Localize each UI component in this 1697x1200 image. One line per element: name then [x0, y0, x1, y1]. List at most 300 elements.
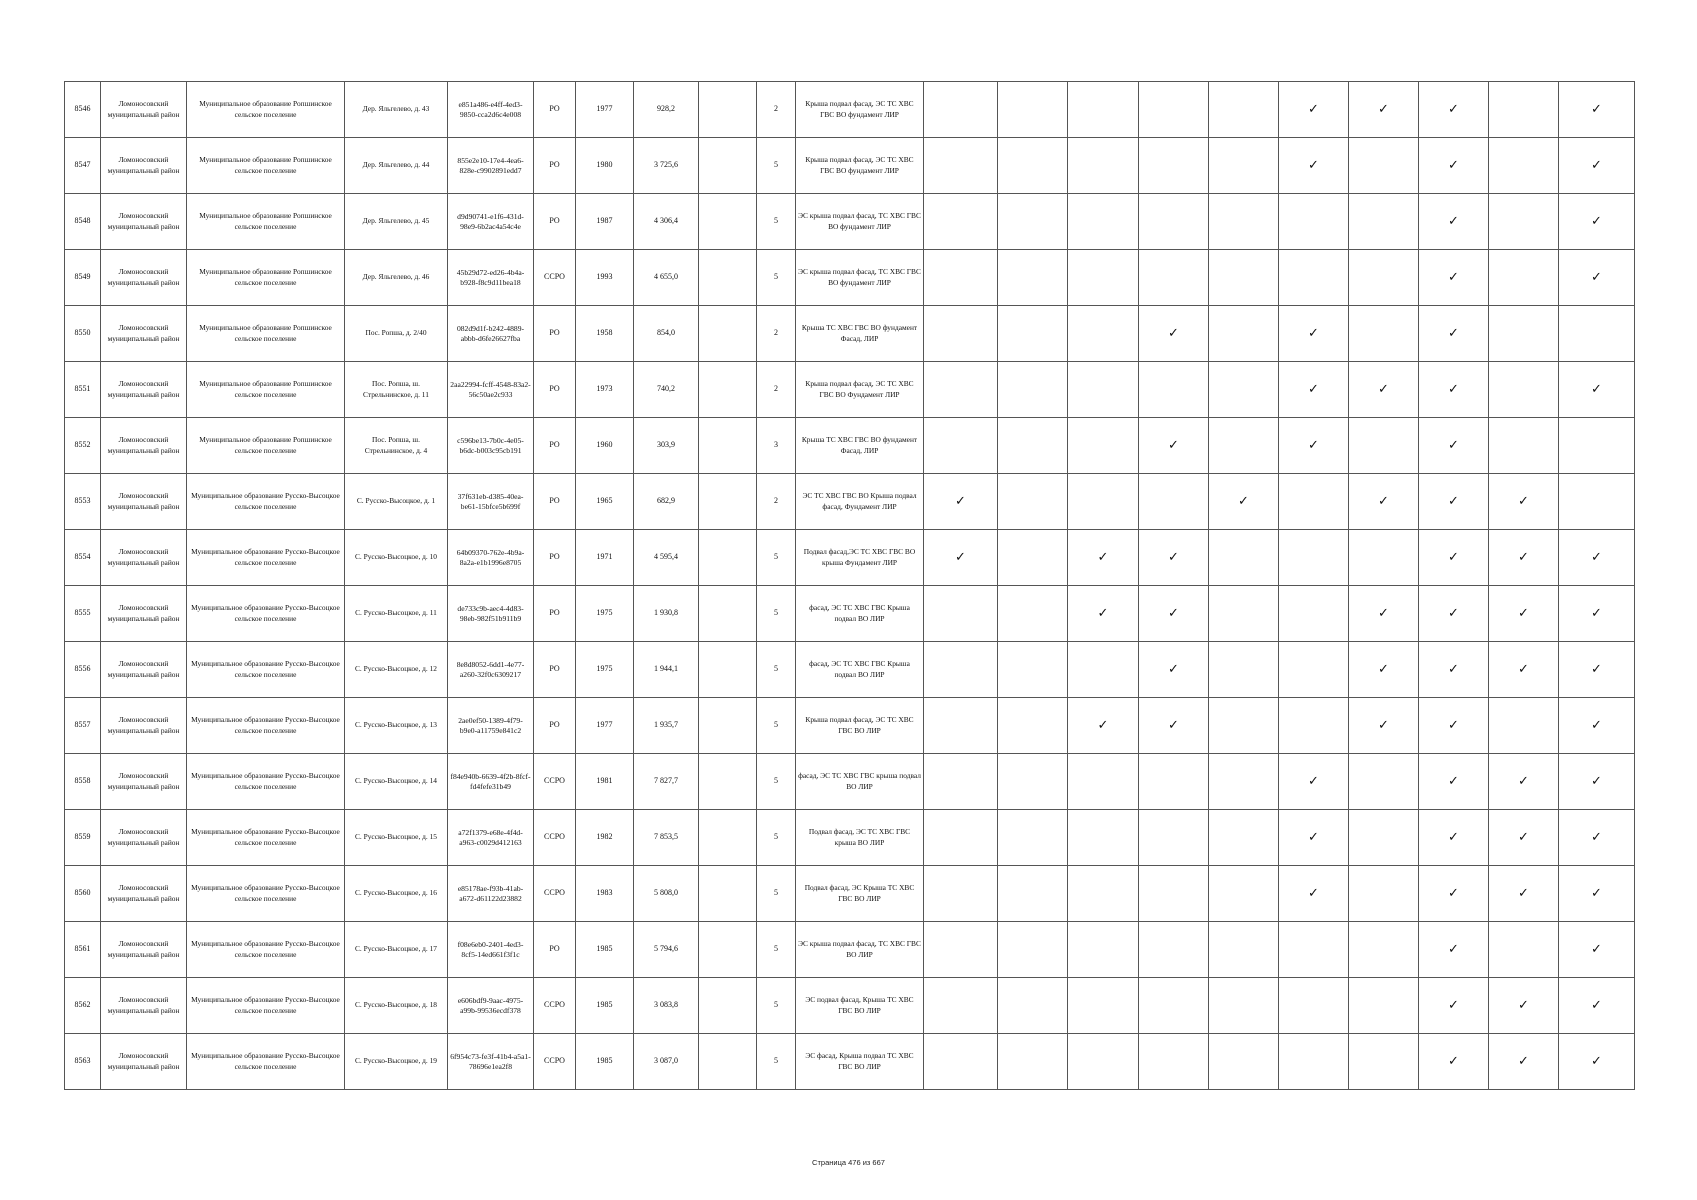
check-mark-icon: ✓: [1419, 82, 1489, 138]
municipality-cell: Муниципальное образование Русско-Высоцкое сельское поселение: [187, 642, 345, 698]
district-cell: Ломоносовский муниципальный район: [101, 866, 187, 922]
table-row: [65, 1034, 1635, 1090]
works-cell: ЭС фасад, Крыша подвал ТС ХВС ГВС ВО ЛИР: [796, 1034, 924, 1090]
address-cell: Пос. Ропша, ш. Стрельнинское, д. 4: [345, 418, 448, 474]
empty-check-cell: [1068, 642, 1139, 698]
type-cell: РО: [534, 922, 576, 978]
check-mark-icon: ✓: [1419, 586, 1489, 642]
uuid-cell: 082d9d1f-b242-4889-abbb-d6fe26627fba: [448, 306, 534, 362]
check-mark-icon: ✓: [1489, 642, 1559, 698]
area-cell: 682,9: [634, 474, 699, 530]
row-number: 8548: [65, 194, 101, 250]
empty-check-cell: [1489, 306, 1559, 362]
year-cell: 1965: [576, 474, 634, 530]
row-number: 8555: [65, 586, 101, 642]
check-mark-icon: ✓: [1559, 866, 1635, 922]
check-mark-icon: ✓: [1489, 1034, 1559, 1090]
empty-check-cell: [924, 82, 998, 138]
year-cell: 1985: [576, 978, 634, 1034]
type-cell: РО: [534, 82, 576, 138]
uuid-cell: 37f631eb-d385-40ea-be61-15bfce5b699f: [448, 474, 534, 530]
check-mark-icon: ✓: [1559, 754, 1635, 810]
empty-check-cell: [1068, 362, 1139, 418]
table-row: [65, 418, 1635, 474]
year-cell: 1975: [576, 586, 634, 642]
check-mark-icon: ✓: [1139, 530, 1209, 586]
municipality-cell: Муниципальное образование Русско-Высоцкое сельское поселение: [187, 698, 345, 754]
check-mark-icon: ✓: [1419, 530, 1489, 586]
uuid-cell: d9d90741-e1f6-431d-98e9-6b2ac4a54c4e: [448, 194, 534, 250]
table-row: [65, 530, 1635, 586]
empty-check-cell: [1209, 418, 1279, 474]
address-cell: С. Русско-Высоцкое, д. 15: [345, 810, 448, 866]
address-cell: Дер. Яльгелево, д. 45: [345, 194, 448, 250]
empty-cell: [699, 586, 757, 642]
check-mark-icon: ✓: [1489, 810, 1559, 866]
area-cell: 740,2: [634, 362, 699, 418]
year-cell: 1981: [576, 754, 634, 810]
address-cell: Дер. Яльгелево, д. 46: [345, 250, 448, 306]
empty-check-cell: [1279, 250, 1349, 306]
municipality-cell: Муниципальное образование Русско-Высоцкое сельское поселение: [187, 754, 345, 810]
empty-check-cell: [924, 810, 998, 866]
empty-cell: [699, 978, 757, 1034]
works-cell: Крыша подвал фасад, ЭС ТС ХВС ГВС ВО фундамент ЛИР: [796, 138, 924, 194]
empty-check-cell: [924, 1034, 998, 1090]
district-cell: Ломоносовский муниципальный район: [101, 250, 187, 306]
empty-check-cell: [1209, 362, 1279, 418]
address-cell: С. Русско-Высоцкое, д. 10: [345, 530, 448, 586]
year-cell: 1985: [576, 1034, 634, 1090]
empty-check-cell: [924, 978, 998, 1034]
municipality-cell: Муниципальное образование Русско-Высоцкое сельское поселение: [187, 922, 345, 978]
check-mark-icon: ✓: [1279, 362, 1349, 418]
empty-check-cell: [1349, 922, 1419, 978]
empty-check-cell: [1068, 754, 1139, 810]
check-mark-icon: ✓: [1419, 642, 1489, 698]
type-cell: РО: [534, 642, 576, 698]
table-row: [65, 194, 1635, 250]
check-mark-icon: ✓: [1419, 418, 1489, 474]
table-row: [65, 642, 1635, 698]
works-cell: Крыша ТС ХВС ГВС ВО фундамент Фасад, ЛИР: [796, 418, 924, 474]
check-mark-icon: ✓: [1559, 530, 1635, 586]
floors-cell: 2: [757, 474, 796, 530]
empty-check-cell: [998, 362, 1068, 418]
empty-check-cell: [998, 754, 1068, 810]
empty-check-cell: [1489, 250, 1559, 306]
type-cell: СCPO: [534, 978, 576, 1034]
empty-check-cell: [998, 922, 1068, 978]
check-mark-icon: ✓: [1559, 922, 1635, 978]
type-cell: РО: [534, 362, 576, 418]
empty-check-cell: [1209, 82, 1279, 138]
empty-check-cell: [1139, 138, 1209, 194]
works-cell: фасад, ЭС ТС ХВС ГВС Крыша подвал ВО ЛИР: [796, 642, 924, 698]
uuid-cell: f08e6eb0-2401-4ed3-8cf5-14ed661f3f1c: [448, 922, 534, 978]
uuid-cell: 2ae0ef50-1389-4f79-b9e0-a11759e841c2: [448, 698, 534, 754]
empty-check-cell: [1279, 530, 1349, 586]
municipality-cell: Муниципальное образование Ропшинское сельское поселение: [187, 306, 345, 362]
uuid-cell: e851a486-e4ff-4ed3-9850-cca2d6c4e008: [448, 82, 534, 138]
empty-check-cell: [1489, 362, 1559, 418]
empty-check-cell: [1489, 138, 1559, 194]
address-cell: Дер. Яльгелево, д. 43: [345, 82, 448, 138]
municipality-cell: Муниципальное образование Ропшинское сельское поселение: [187, 418, 345, 474]
empty-cell: [699, 250, 757, 306]
check-mark-icon: ✓: [924, 474, 998, 530]
empty-check-cell: [1209, 642, 1279, 698]
floors-cell: 5: [757, 978, 796, 1034]
type-cell: СCPO: [534, 250, 576, 306]
works-cell: Подвал фасад, ЭС Крыша ТС ХВС ГВС ВО ЛИР: [796, 866, 924, 922]
area-cell: 7 827,7: [634, 754, 699, 810]
row-number: 8560: [65, 866, 101, 922]
empty-check-cell: [1559, 418, 1635, 474]
empty-check-cell: [924, 642, 998, 698]
district-cell: Ломоносовский муниципальный район: [101, 642, 187, 698]
check-mark-icon: ✓: [1489, 474, 1559, 530]
works-cell: Подвал фасад, ЭС ТС ХВС ГВС крыша ВО ЛИР: [796, 810, 924, 866]
check-mark-icon: ✓: [1279, 754, 1349, 810]
table-row: [65, 82, 1635, 138]
empty-check-cell: [998, 250, 1068, 306]
check-mark-icon: ✓: [1139, 418, 1209, 474]
empty-cell: [699, 306, 757, 362]
year-cell: 1958: [576, 306, 634, 362]
municipality-cell: Муниципальное образование Ропшинское сельское поселение: [187, 362, 345, 418]
area-cell: 303,9: [634, 418, 699, 474]
row-number: 8563: [65, 1034, 101, 1090]
empty-check-cell: [1349, 754, 1419, 810]
year-cell: 1975: [576, 642, 634, 698]
floors-cell: 5: [757, 754, 796, 810]
check-mark-icon: ✓: [1419, 194, 1489, 250]
empty-check-cell: [1068, 474, 1139, 530]
empty-check-cell: [998, 306, 1068, 362]
empty-check-cell: [924, 698, 998, 754]
check-mark-icon: ✓: [1559, 810, 1635, 866]
empty-check-cell: [924, 306, 998, 362]
empty-check-cell: [1139, 1034, 1209, 1090]
empty-check-cell: [1349, 306, 1419, 362]
empty-check-cell: [1209, 866, 1279, 922]
row-number: 8549: [65, 250, 101, 306]
empty-check-cell: [1489, 922, 1559, 978]
year-cell: 1977: [576, 698, 634, 754]
address-cell: С. Русско-Высоцкое, д. 17: [345, 922, 448, 978]
table-row: [65, 362, 1635, 418]
table-row: [65, 586, 1635, 642]
empty-check-cell: [924, 922, 998, 978]
row-number: 8547: [65, 138, 101, 194]
empty-check-cell: [1139, 922, 1209, 978]
area-cell: 3 083,8: [634, 978, 699, 1034]
check-mark-icon: ✓: [1139, 306, 1209, 362]
housing-table: [64, 81, 1635, 1090]
empty-check-cell: [1209, 138, 1279, 194]
check-mark-icon: ✓: [1559, 586, 1635, 642]
empty-check-cell: [998, 138, 1068, 194]
empty-check-cell: [1349, 250, 1419, 306]
empty-check-cell: [1349, 194, 1419, 250]
empty-check-cell: [1209, 194, 1279, 250]
area-cell: 928,2: [634, 82, 699, 138]
floors-cell: 5: [757, 194, 796, 250]
row-number: 8556: [65, 642, 101, 698]
row-number: 8562: [65, 978, 101, 1034]
municipality-cell: Муниципальное образование Ропшинское сельское поселение: [187, 82, 345, 138]
uuid-cell: e606bdf9-9aac-4975-a99b-99536ecdf378: [448, 978, 534, 1034]
floors-cell: 5: [757, 586, 796, 642]
works-cell: ЭС ТС ХВС ГВС ВО Крыша подвал фасад, Фундамент ЛИР: [796, 474, 924, 530]
check-mark-icon: ✓: [1419, 138, 1489, 194]
year-cell: 1985: [576, 922, 634, 978]
uuid-cell: c596be13-7b0c-4e05-b6dc-b003c95cb191: [448, 418, 534, 474]
check-mark-icon: ✓: [1349, 586, 1419, 642]
empty-check-cell: [1279, 474, 1349, 530]
area-cell: 5 794,6: [634, 922, 699, 978]
uuid-cell: e85178ae-f93b-41ab-a672-d61122d23882: [448, 866, 534, 922]
empty-check-cell: [1489, 82, 1559, 138]
row-number: 8559: [65, 810, 101, 866]
check-mark-icon: ✓: [1139, 698, 1209, 754]
check-mark-icon: ✓: [1489, 530, 1559, 586]
floors-cell: 5: [757, 810, 796, 866]
check-mark-icon: ✓: [1559, 698, 1635, 754]
municipality-cell: Муниципальное образование Русско-Высоцкое сельское поселение: [187, 530, 345, 586]
empty-check-cell: [1349, 530, 1419, 586]
check-mark-icon: ✓: [1349, 642, 1419, 698]
empty-check-cell: [924, 250, 998, 306]
empty-check-cell: [1349, 1034, 1419, 1090]
check-mark-icon: ✓: [1209, 474, 1279, 530]
type-cell: РО: [534, 194, 576, 250]
empty-check-cell: [924, 194, 998, 250]
works-cell: Крыша подвал фасад, ЭС ТС ХВС ГВС ВО фундамент ЛИР: [796, 82, 924, 138]
empty-check-cell: [1139, 250, 1209, 306]
year-cell: 1973: [576, 362, 634, 418]
area-cell: 3 087,0: [634, 1034, 699, 1090]
row-number: 8546: [65, 82, 101, 138]
year-cell: 1960: [576, 418, 634, 474]
empty-check-cell: [1139, 82, 1209, 138]
empty-check-cell: [998, 1034, 1068, 1090]
empty-check-cell: [1068, 922, 1139, 978]
district-cell: Ломоносовский муниципальный район: [101, 82, 187, 138]
floors-cell: 5: [757, 866, 796, 922]
uuid-cell: 8e8d8052-6dd1-4e77-a260-32f0c6309217: [448, 642, 534, 698]
empty-check-cell: [998, 698, 1068, 754]
area-cell: 4 595,4: [634, 530, 699, 586]
empty-check-cell: [1209, 250, 1279, 306]
year-cell: 1987: [576, 194, 634, 250]
empty-check-cell: [998, 194, 1068, 250]
district-cell: Ломоносовский муниципальный район: [101, 922, 187, 978]
check-mark-icon: ✓: [1139, 586, 1209, 642]
floors-cell: 5: [757, 1034, 796, 1090]
check-mark-icon: ✓: [1489, 754, 1559, 810]
check-mark-icon: ✓: [1279, 82, 1349, 138]
address-cell: С. Русско-Высоцкое, д. 11: [345, 586, 448, 642]
works-cell: ЭС крыша подвал фасад, ТС ХВС ГВС ВО фундамент ЛИР: [796, 250, 924, 306]
check-mark-icon: ✓: [1419, 922, 1489, 978]
empty-check-cell: [1279, 194, 1349, 250]
empty-check-cell: [1068, 306, 1139, 362]
row-number: 8551: [65, 362, 101, 418]
district-cell: Ломоносовский муниципальный район: [101, 474, 187, 530]
works-cell: ЭС крыша подвал фасад, ТС ХВС ГВС ВО ЛИР: [796, 922, 924, 978]
empty-check-cell: [1209, 754, 1279, 810]
row-number: 8552: [65, 418, 101, 474]
address-cell: С. Русско-Высоцкое, д. 12: [345, 642, 448, 698]
address-cell: С. Русско-Высоцкое, д. 14: [345, 754, 448, 810]
empty-check-cell: [1349, 418, 1419, 474]
empty-cell: [699, 922, 757, 978]
check-mark-icon: ✓: [1559, 194, 1635, 250]
district-cell: Ломоносовский муниципальный район: [101, 586, 187, 642]
type-cell: СCPO: [534, 754, 576, 810]
floors-cell: 5: [757, 922, 796, 978]
area-cell: 854,0: [634, 306, 699, 362]
district-cell: Ломоносовский муниципальный район: [101, 306, 187, 362]
type-cell: РО: [534, 530, 576, 586]
works-cell: Подвал фасад,ЭС ТС ХВС ГВС ВО крыша Фундамент ЛИР: [796, 530, 924, 586]
empty-cell: [699, 1034, 757, 1090]
empty-check-cell: [1279, 586, 1349, 642]
uuid-cell: 64b09370-762e-4b9a-8a2a-e1b1996e8705: [448, 530, 534, 586]
empty-check-cell: [1139, 754, 1209, 810]
district-cell: Ломоносовский муниципальный район: [101, 362, 187, 418]
check-mark-icon: ✓: [1419, 474, 1489, 530]
year-cell: 1993: [576, 250, 634, 306]
empty-cell: [699, 362, 757, 418]
works-cell: ЭС подвал фасад, Крыша ТС ХВС ГВС ВО ЛИР: [796, 978, 924, 1034]
works-cell: фасад, ЭС ТС ХВС ГВС крыша подвал ВО ЛИР: [796, 754, 924, 810]
year-cell: 1977: [576, 82, 634, 138]
empty-check-cell: [998, 474, 1068, 530]
floors-cell: 5: [757, 530, 796, 586]
empty-cell: [699, 418, 757, 474]
empty-check-cell: [1139, 474, 1209, 530]
check-mark-icon: ✓: [1559, 138, 1635, 194]
check-mark-icon: ✓: [1419, 866, 1489, 922]
check-mark-icon: ✓: [1559, 362, 1635, 418]
empty-check-cell: [1279, 642, 1349, 698]
floors-cell: 5: [757, 250, 796, 306]
check-mark-icon: ✓: [1139, 642, 1209, 698]
floors-cell: 5: [757, 138, 796, 194]
municipality-cell: Муниципальное образование Русско-Высоцкое сельское поселение: [187, 978, 345, 1034]
type-cell: РО: [534, 586, 576, 642]
empty-check-cell: [1489, 698, 1559, 754]
check-mark-icon: ✓: [1489, 586, 1559, 642]
district-cell: Ломоносовский муниципальный район: [101, 754, 187, 810]
page-number: Страница 476 из 667: [812, 1158, 885, 1167]
empty-check-cell: [1139, 194, 1209, 250]
check-mark-icon: ✓: [1489, 866, 1559, 922]
empty-cell: [699, 194, 757, 250]
area-cell: 4 306,4: [634, 194, 699, 250]
address-cell: С. Русско-Высоцкое, д. 1: [345, 474, 448, 530]
floors-cell: 5: [757, 698, 796, 754]
check-mark-icon: ✓: [1349, 82, 1419, 138]
type-cell: РО: [534, 306, 576, 362]
empty-check-cell: [1068, 250, 1139, 306]
empty-check-cell: [1209, 922, 1279, 978]
table-row: [65, 250, 1635, 306]
empty-check-cell: [1068, 1034, 1139, 1090]
works-cell: ЭС крыша подвал фасад, ТС ХВС ГВС ВО фундамент ЛИР: [796, 194, 924, 250]
empty-check-cell: [998, 978, 1068, 1034]
type-cell: РО: [534, 138, 576, 194]
check-mark-icon: ✓: [1279, 418, 1349, 474]
check-mark-icon: ✓: [1419, 362, 1489, 418]
floors-cell: 5: [757, 642, 796, 698]
empty-cell: [699, 810, 757, 866]
row-number: 8557: [65, 698, 101, 754]
empty-check-cell: [1559, 306, 1635, 362]
row-number: 8554: [65, 530, 101, 586]
check-mark-icon: ✓: [1068, 530, 1139, 586]
municipality-cell: Муниципальное образование Русско-Высоцкое сельское поселение: [187, 474, 345, 530]
area-cell: 3 725,6: [634, 138, 699, 194]
empty-check-cell: [1209, 586, 1279, 642]
empty-check-cell: [1489, 418, 1559, 474]
row-number: 8550: [65, 306, 101, 362]
empty-cell: [699, 698, 757, 754]
district-cell: Ломоносовский муниципальный район: [101, 194, 187, 250]
check-mark-icon: ✓: [1279, 866, 1349, 922]
check-mark-icon: ✓: [1349, 474, 1419, 530]
empty-check-cell: [1559, 474, 1635, 530]
check-mark-icon: ✓: [1419, 306, 1489, 362]
uuid-cell: 45b29d72-ed26-4b4a-b928-f8c9d11bea18: [448, 250, 534, 306]
uuid-cell: 855e2e10-17e4-4ea6-828e-c9902891edd7: [448, 138, 534, 194]
type-cell: РО: [534, 474, 576, 530]
check-mark-icon: ✓: [1279, 306, 1349, 362]
type-cell: РО: [534, 418, 576, 474]
row-number: 8558: [65, 754, 101, 810]
empty-check-cell: [924, 418, 998, 474]
check-mark-icon: ✓: [1068, 586, 1139, 642]
floors-cell: 2: [757, 306, 796, 362]
check-mark-icon: ✓: [1419, 250, 1489, 306]
area-cell: 1 944,1: [634, 642, 699, 698]
address-cell: С. Русско-Высоцкое, д. 13: [345, 698, 448, 754]
empty-check-cell: [924, 586, 998, 642]
municipality-cell: Муниципальное образование Русско-Высоцкое сельское поселение: [187, 1034, 345, 1090]
empty-check-cell: [1209, 1034, 1279, 1090]
district-cell: Ломоносовский муниципальный район: [101, 810, 187, 866]
check-mark-icon: ✓: [1559, 82, 1635, 138]
check-mark-icon: ✓: [1559, 978, 1635, 1034]
area-cell: 1 935,7: [634, 698, 699, 754]
empty-check-cell: [1209, 810, 1279, 866]
empty-check-cell: [1139, 978, 1209, 1034]
table-row: [65, 810, 1635, 866]
empty-check-cell: [1139, 810, 1209, 866]
empty-check-cell: [1349, 978, 1419, 1034]
works-cell: фасад, ЭС ТС ХВС ГВС Крыша подвал ВО ЛИР: [796, 586, 924, 642]
district-cell: Ломоносовский муниципальный район: [101, 1034, 187, 1090]
check-mark-icon: ✓: [924, 530, 998, 586]
empty-check-cell: [1279, 1034, 1349, 1090]
year-cell: 1982: [576, 810, 634, 866]
check-mark-icon: ✓: [1279, 810, 1349, 866]
table-row: [65, 698, 1635, 754]
uuid-cell: a72f1379-e68e-4f4d-a963-c0029d412163: [448, 810, 534, 866]
